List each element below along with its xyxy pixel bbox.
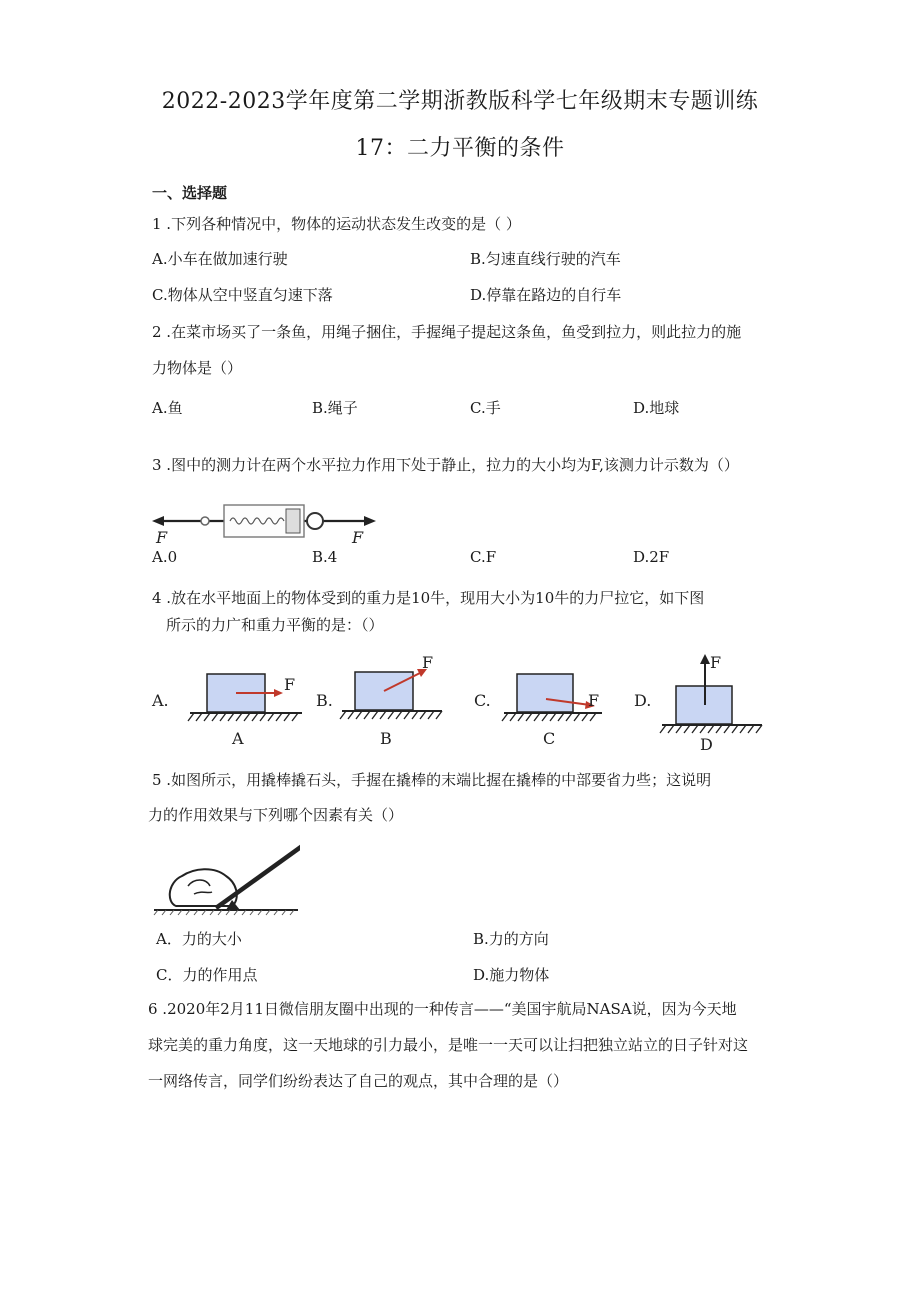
question-5-option-b: B.力的方向 — [473, 930, 549, 948]
document-title-line1: 2022-2023学年度第二学期浙教版科学七年级期末专题训练 — [161, 89, 759, 114]
question-5-option-d: D.施力物体 — [473, 966, 550, 984]
panel-c-caption: C — [543, 729, 556, 748]
question-4-text-line2: 所示的力广和重力平衡的是：（） — [166, 616, 384, 634]
panel-a-force-label: F — [284, 675, 296, 694]
panel-b-prefix: B. — [316, 691, 333, 710]
question-2-text-line2: 力物体是（） — [152, 359, 243, 377]
question-5-text-line1: 5 .如图所示，用撬棒撬石头，手握在撬棒的末端比握在撬棒的中部要省力些；这说明 — [152, 771, 712, 789]
question-6-text-line3: 一网络传言，同学们纷纷表达了自己的观点，其中合理的是（） — [148, 1072, 569, 1090]
question-3-text: 3 .图中的测力计在两个水平拉力作用下处于静止，拉力的大小均为F,该测力计示数为（） — [152, 456, 739, 474]
panel-d-prefix: D. — [634, 691, 652, 710]
question-3-option-d: D.2F — [633, 548, 670, 566]
question-5-option-a: A．力的大小 — [156, 930, 242, 948]
right-arrow-head-icon — [364, 516, 376, 526]
question-2-option-d: D.地球 — [633, 399, 680, 417]
question-1-option-b: B.匀速直线行驶的汽车 — [470, 250, 621, 268]
question-6-text-line1: 6 .2020年2月11日微信朋友圈中出现的一种传言——“美国宇航局NASA说，因为今天地 — [148, 1000, 737, 1018]
question-3-option-c: C.F — [470, 548, 497, 566]
panel-c-force-label: F — [588, 691, 600, 710]
question-1-text: 1 .下列各种情况中，物体的运动状态发生改变的是（ ） — [152, 215, 521, 233]
section-heading: 一、选择题 — [152, 184, 228, 202]
panel-c-prefix: C. — [474, 691, 491, 710]
question-6-text-line2: 球完美的重力角度，这一天地球的引力最小，是唯一一天可以让扫把独立站立的日子针对这 — [148, 1036, 749, 1054]
question-2-option-b: B.绳子 — [312, 399, 358, 417]
document-title-line2: 17：二力平衡的条件 — [355, 136, 565, 161]
panel-a-prefix: A. — [152, 691, 169, 710]
panel-b-caption: B — [380, 729, 392, 748]
question-2-option-c: C.手 — [470, 399, 501, 417]
panel-d-force-label: F — [710, 653, 722, 672]
question-3-option-b: B.4 — [312, 548, 338, 566]
question-1-option-d: D.停靠在路边的自行车 — [470, 286, 622, 304]
panel-b-force-label: F — [422, 653, 434, 672]
panel-c — [474, 674, 602, 748]
question-5-text-line2: 力的作用效果与下列哪个因素有关（） — [148, 806, 404, 824]
panel-d — [634, 653, 762, 752]
force-panels-figure — [150, 650, 770, 752]
question-2-text-line1: 2 .在菜市场买了一条鱼，用绳子捆住，手握绳子提起这条鱼，鱼受到拉力，则此拉力的施 — [152, 323, 742, 341]
question-1-option-c: C.物体从空中竖直匀速下落 — [152, 286, 333, 304]
panel-a-caption: A — [232, 729, 244, 748]
left-arrow-head-icon — [152, 516, 164, 526]
left-force-label: F — [156, 528, 168, 547]
spring-scale-figure — [150, 497, 380, 547]
question-2-option-a: A.鱼 — [152, 399, 183, 417]
question-5-option-c: C．力的作用点 — [156, 966, 258, 984]
panel-b — [316, 653, 442, 748]
panel-a — [151, 674, 302, 748]
crowbar-figure — [150, 822, 300, 918]
question-4-text-line1: 4 .放在水平地面上的物体受到的重力是10牛，现用大小为10牛的力尸拉它，如下图 — [152, 589, 705, 607]
right-force-label: F — [352, 528, 364, 547]
panel-d-caption: D — [700, 735, 713, 752]
question-1-option-a: A.小车在做加速行驶 — [152, 250, 288, 268]
question-3-option-a: A.0 — [152, 548, 178, 566]
